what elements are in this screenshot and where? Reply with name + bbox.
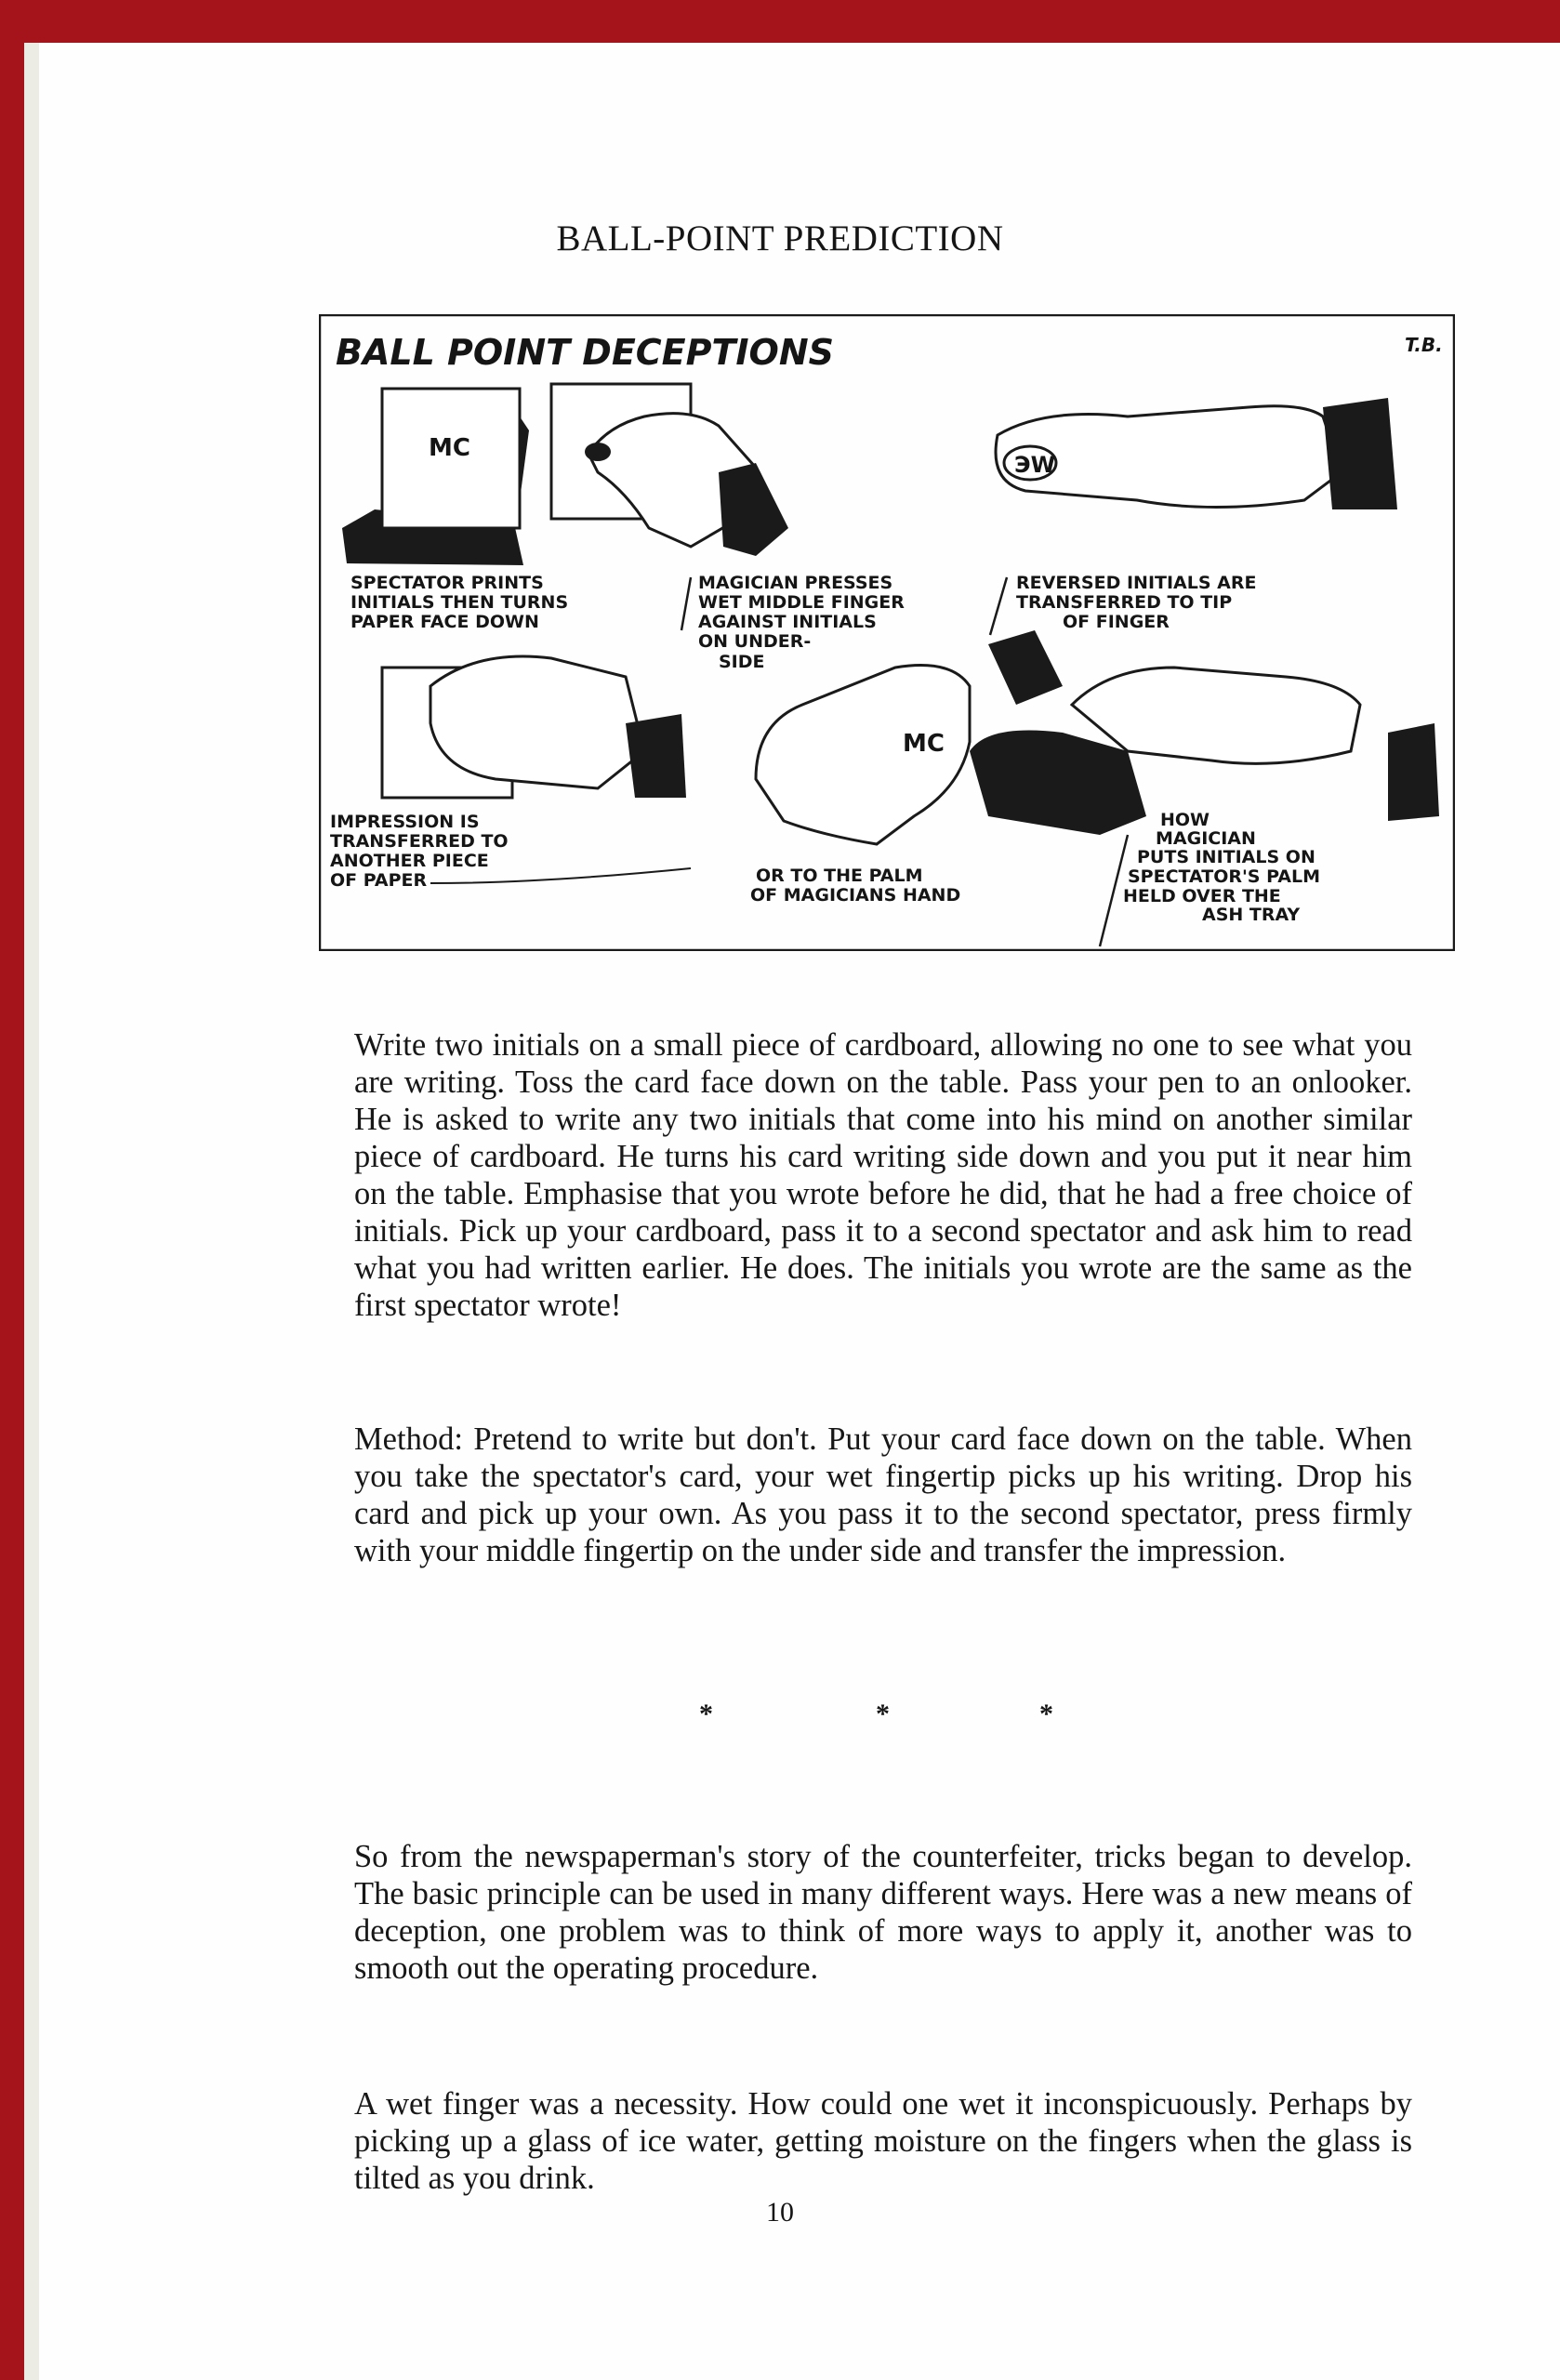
- cuff-shape: [626, 714, 686, 798]
- finger-initials: ЭW: [1014, 452, 1056, 478]
- caption-ash-tray: HOW MAGICIAN PUTS INITIALS ON SPECTATOR'S PALM HELD OVER THE ASH TRAY: [1123, 810, 1321, 925]
- page-edge: [24, 43, 39, 2380]
- left-red-border: [0, 0, 24, 2380]
- panel-impression-paper: [382, 656, 686, 798]
- panel-spectator-card: [342, 389, 529, 565]
- card-edge: [520, 416, 529, 500]
- paragraph-trick-description: Write two initials on a small piece of cardboard, allowing no one to see what you are writing. Toss the card face down on the table. Pass your pen to an onlooker. He is asked to write any two initials that come into his mind on another similar piece of cardboard. He turns his card writing side down and you put it near him on the table. Emphasise that you wrote before he did, that he had a free choice of initials. Pick up your cardboard, pass it to a second spectator and ask him to read what you had written earlier. He does. The initials you wrote are the same as the first spectator wrote!: [354, 1027, 1412, 1323]
- palm-initials: MC: [903, 730, 945, 758]
- page-number: 10: [766, 2197, 794, 2228]
- cuff-shape: [1388, 723, 1439, 821]
- caption-palm: OR TO THE PALM OF MAGICIANS HAND: [750, 866, 961, 906]
- cuff-shape: [1323, 398, 1397, 509]
- top-red-border: [0, 0, 1560, 43]
- separator-asterisk: *: [876, 1699, 890, 1729]
- caption-magician-presses: MAGICIAN PRESSES WET MIDDLE FINGER AGAINST INITIALS ON UNDER- SIDE: [698, 573, 905, 672]
- caption-reversed-initials: REVERSED INITIALS ARE TRANSFERRED TO TIP OF FINGER: [1016, 573, 1257, 632]
- artist-signature: T.B.: [1405, 334, 1443, 356]
- paragraph-wet-finger: A wet finger was a necessity. How could one wet it inconspicuously. Perhaps by picking up a glass of ice water, getting moisture on the fingers when the glass is tilted as you drink.: [354, 2086, 1412, 2196]
- paragraph-story: So from the newspaperman's story of the counterfeiter, tricks began to develop. The basic principle can be used in many different ways. Here was a new means of deception, one problem was to think of more ways to apply it, another was to smooth out the operating procedure.: [354, 1839, 1412, 1986]
- page-heading: BALL-POINT PREDICTION: [556, 218, 1004, 258]
- cuff-shape: [988, 630, 1063, 705]
- paragraph-method: Method: Pretend to write but don't. Put your card face down on the table. When you take the spectator's card, your wet fingertip picks up his writing. Drop his card and pick up your own. As you pass it to the second spectator, press firmly with your middle fingertip on the under side and transfer the impression.: [354, 1421, 1412, 1568]
- separator-asterisk: *: [1039, 1699, 1053, 1729]
- hand-on-paper: [430, 656, 644, 788]
- cartoon-title: BALL POINT DECEPTIONS: [336, 332, 835, 373]
- section-separator: [0, 1699, 1560, 1736]
- cuff-shape: [719, 463, 788, 556]
- panel-finger-initials: [996, 398, 1397, 509]
- fingertip: [585, 443, 611, 461]
- cartoon-illustration: [319, 314, 1455, 951]
- caption-impression: IMPRESSION IS TRANSFERRED TO ANOTHER PIECE OF PAPER: [330, 812, 509, 891]
- caption-spectator-prints: SPECTATOR PRINTS INITIALS THEN TURNS PAPER FACE DOWN: [350, 573, 569, 632]
- card-initials: MC: [429, 434, 470, 462]
- panel-magician-presses: [551, 384, 788, 556]
- separator-asterisk: *: [699, 1699, 713, 1729]
